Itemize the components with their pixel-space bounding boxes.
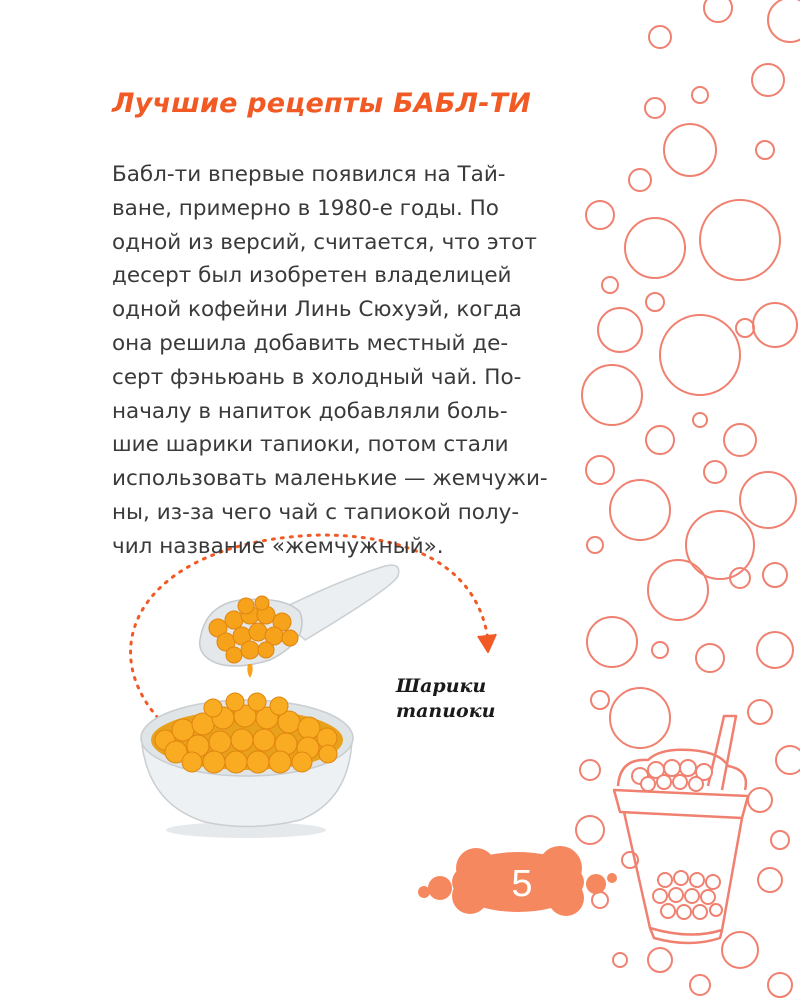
paragraph-line: серт фэньюань в холодный чай. По- [112,364,522,390]
page-title: Лучшие рецепты БАБЛ-ТИ [112,88,532,119]
caption-line-2: тапиоки [396,700,496,722]
body-paragraph [112,158,562,564]
paragraph-line: одной из версий, считается, что этот [112,229,537,255]
paragraph-line: ны, из-за чего чай с тапиокой полу- [112,499,520,525]
paragraph-line: началу в напиток добавляли боль- [112,398,508,424]
paragraph-line: использовать маленькие — жемчужи- [112,466,548,492]
paragraph-line: она решила добавить местный де- [112,330,509,356]
paragraph-line: ване, примерно в 1980-е годы. По [112,195,499,221]
page-number: 5 [511,863,533,905]
paragraph-line: одной кофейни Линь Сюхуэй, когда [112,297,522,323]
paragraph-line: Бабл-ти впервые появился на Тай- [112,162,506,187]
caption-line-1: Шарики [396,675,487,697]
paragraph-line: чил название «жемчужный». [112,533,444,559]
paragraph-line: десерт был изобретен владелицей [112,263,512,289]
illustration-caption [396,674,495,724]
paragraph-line: шие шарики тапиоки, потом стали [112,432,509,458]
